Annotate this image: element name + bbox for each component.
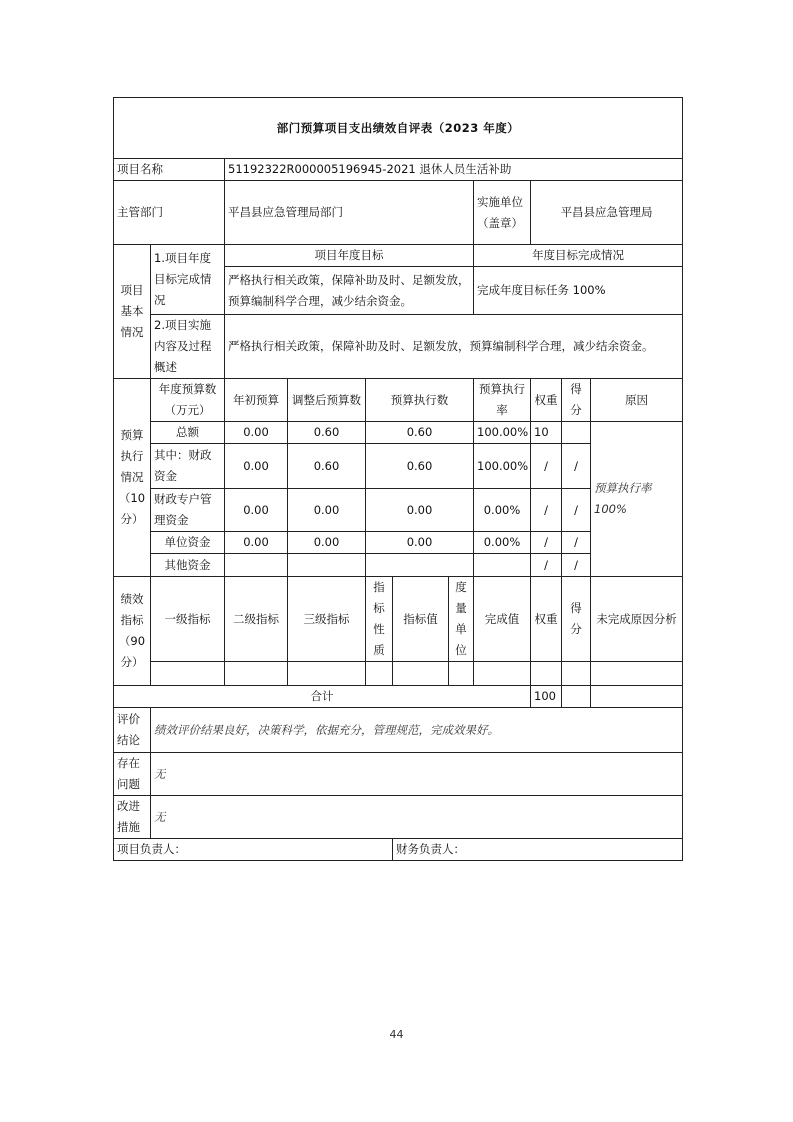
budget-row-weight: /	[531, 532, 562, 554]
finance-lead-signature: 财务负责人：	[393, 839, 683, 861]
total-label: 合计	[114, 686, 531, 708]
perf-header-value: 指标值	[393, 577, 449, 662]
form-title: 部门预算项目支出绩效自评表（2023 年度）	[114, 98, 683, 159]
goal-header: 项目年度目标	[225, 245, 474, 267]
budget-row-executed: 0.00	[366, 532, 474, 554]
perf-header-unit: 度量单位	[449, 577, 474, 662]
perf-cell	[393, 662, 449, 686]
budget-header-executed: 预算执行数	[366, 379, 474, 422]
dept-value: 平昌县应急管理局部门	[225, 181, 474, 245]
perf-header-level1: 一级指标	[151, 577, 225, 662]
performance-section-label: 绩效指标（90分）	[114, 577, 151, 686]
budget-reason-text: 预算执行率 100%	[594, 481, 652, 516]
budget-row-initial	[225, 554, 288, 577]
perf-cell	[151, 662, 225, 686]
budget-section-label: 预算执行情况（10分）	[114, 379, 151, 577]
perf-header-level3: 三级指标	[288, 577, 366, 662]
unit-label: 实施单位（盖章）	[474, 181, 531, 245]
budget-row-initial: 0.00	[225, 444, 288, 489]
improvements-label: 改进措施	[114, 796, 151, 839]
performance-row-empty	[114, 662, 683, 686]
perf-header-reason: 未完成原因分析	[591, 577, 683, 662]
budget-row-initial: 0.00	[225, 532, 288, 554]
item2-text: 严格执行相关政策，保障补助及时、足额发放，预算编制科学合理，减少结余资金。	[225, 315, 683, 379]
completion-header: 年度目标完成情况	[474, 245, 683, 267]
budget-row-weight: 10	[531, 422, 562, 444]
perf-cell	[366, 662, 393, 686]
item1-label: 1.项目年度目标完成情况	[151, 245, 225, 315]
budget-header-annual: 年度预算数（万元）	[151, 379, 225, 422]
total-weight: 100	[531, 686, 562, 708]
budget-header-weight: 权重	[531, 379, 562, 422]
perf-cell	[591, 662, 683, 686]
budget-header-initial: 年初预算	[225, 379, 288, 422]
budget-row-rate: 100.00%	[474, 422, 531, 444]
issues-label: 存在问题	[114, 753, 151, 796]
budget-row	[114, 422, 683, 444]
completion-text: 完成年度目标任务 100%	[474, 267, 683, 315]
evaluation-label: 评价结论	[114, 708, 151, 753]
total-score	[562, 686, 591, 708]
budget-row-initial: 0.00	[225, 422, 288, 444]
budget-row-score: /	[562, 489, 591, 532]
project-name-value: 51192322R000005196945-2021 退休人员生活补助	[225, 159, 683, 181]
self-evaluation-form	[113, 97, 683, 861]
budget-row-executed	[366, 554, 474, 577]
budget-row-score: /	[562, 554, 591, 577]
perf-header-weight: 权重	[531, 577, 562, 662]
perf-header-nature: 指标性质	[366, 577, 393, 662]
improvements-text: 无	[151, 796, 683, 839]
budget-row-rate: 0.00%	[474, 532, 531, 554]
item2-label: 2.项目实施内容及过程概述	[151, 315, 225, 379]
project-lead-signature: 项目负责人：	[114, 839, 393, 861]
budget-header-adjusted: 调整后预算数	[288, 379, 366, 422]
budget-row-adjusted: 0.60	[288, 422, 366, 444]
budget-row-weight: /	[531, 554, 562, 577]
budget-header-reason: 原因	[591, 379, 683, 422]
budget-row-executed: 0.60	[366, 422, 474, 444]
perf-cell	[562, 662, 591, 686]
budget-row-label: 财政专户管理资金	[151, 489, 225, 532]
budget-row-adjusted: 0.00	[288, 489, 366, 532]
perf-cell	[531, 662, 562, 686]
perf-cell	[225, 662, 288, 686]
budget-row-label: 其他资金	[151, 554, 225, 577]
budget-row-score	[562, 422, 591, 444]
perf-header-completed: 完成值	[474, 577, 531, 662]
budget-row-label: 总额	[151, 422, 225, 444]
budget-row-executed: 0.60	[366, 444, 474, 489]
total-reason	[591, 686, 683, 708]
budget-row-adjusted	[288, 554, 366, 577]
issues-text: 无	[151, 753, 683, 796]
unit-value: 平昌县应急管理局	[531, 181, 683, 245]
budget-row-weight: /	[531, 444, 562, 489]
goal-text: 严格执行相关政策，保障补助及时、足额发放，预算编制科学合理，减少结余资金。	[225, 267, 474, 315]
budget-row-label: 单位资金	[151, 532, 225, 554]
dept-label: 主管部门	[114, 181, 225, 245]
budget-header-score: 得分	[562, 379, 591, 422]
budget-row-rate: 100.00%	[474, 444, 531, 489]
budget-row-rate: 0.00%	[474, 489, 531, 532]
budget-row-score: /	[562, 532, 591, 554]
project-name-label: 项目名称	[114, 159, 225, 181]
budget-reason	[591, 422, 683, 577]
page-number: 44	[389, 1028, 404, 1041]
budget-row-weight: /	[531, 489, 562, 532]
budget-row-score: /	[562, 444, 591, 489]
budget-row-rate	[474, 554, 531, 577]
budget-row-executed: 0.00	[366, 489, 474, 532]
budget-row-adjusted: 0.60	[288, 444, 366, 489]
perf-cell	[288, 662, 366, 686]
perf-header-score: 得分	[562, 577, 591, 662]
basic-info-section-label: 项目基本情况	[114, 245, 151, 379]
budget-row-label: 其中：财政资金	[151, 444, 225, 489]
budget-header-rate: 预算执行率	[474, 379, 531, 422]
budget-row-adjusted: 0.00	[288, 532, 366, 554]
perf-cell	[474, 662, 531, 686]
budget-row-initial: 0.00	[225, 489, 288, 532]
perf-header-level2: 二级指标	[225, 577, 288, 662]
evaluation-text: 绩效评价结果良好，决策科学，依据充分，管理规范，完成效果好。	[151, 708, 683, 753]
perf-cell	[449, 662, 474, 686]
